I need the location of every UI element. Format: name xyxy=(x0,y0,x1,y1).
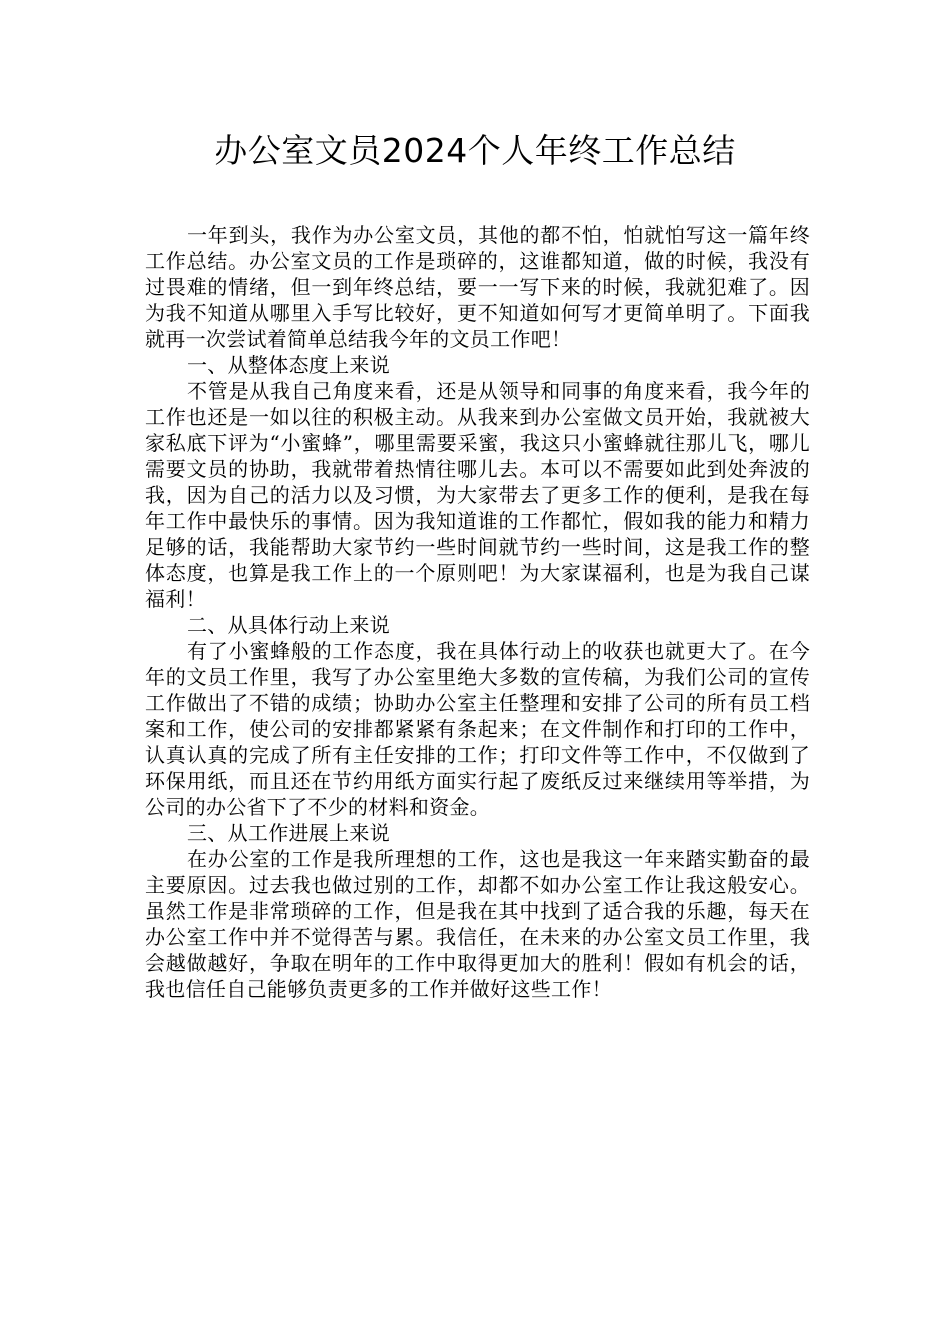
actions-paragraph: 有了小蜜蜂般的工作态度，我在具体行动上的收获也就更大了。在今年的文员工作里，我写了办公室里绝大多数的宣传稿，为我们公司的宣传工作做出了不错的成绩；协助办公室主任整理和安排了公司的所有员工档案和工作，使公司的安排都紧紧有条起来；在文件制作和打印的工作中，认真认真的完成了所有主任安排的工作；打印文件等工作中，不仅做到了环保用纸，而且还在节约用纸方面实行起了废纸反过来继续用等举措，为公司的办公省下了不少的材料和资金。 xyxy=(145,639,810,819)
section-heading-attitude: 一、从整体态度上来说 xyxy=(187,353,390,377)
progress-paragraph: 在办公室的工作是我所理想的工作，这也是我这一年来踏实勤奋的最主要原因。过去我也做过别的工作，却都不如办公室工作让我这般安心。虽然工作是非常琐碎的工作，但是我在其中找到了适合我的乐趣，每天在办公室工作中并不觉得苦与累。我信任，在未来的办公室文员工作里，我会越做越好，争取在明年的工作中取得更加大的胜利！假如有机会的话，我也信任自己能够负责更多的工作并做好这些工作！ xyxy=(145,847,810,1001)
document-title: 办公室文员2024个人年终工作总结 xyxy=(214,131,736,170)
document-body xyxy=(145,222,810,1002)
section-heading-progress: 三、从工作进展上来说 xyxy=(187,821,390,845)
section-heading-actions: 二、从具体行动上来说 xyxy=(187,613,390,637)
intro-paragraph: 一年到头，我作为办公室文员，其他的都不怕，怕就怕写这一篇年终工作总结。办公室文员的工作是琐碎的，这谁都知道，做的时候，我没有过畏难的情绪，但一到年终总结，要一一写下来的时候，我就犯难了。因为我不知道从哪里入手写比较好，更不知道如何写才更简单明了。下面我就再一次尝试着简单总结我今年的文员工作吧！ xyxy=(145,223,810,351)
attitude-paragraph: 不管是从我自己角度来看，还是从领导和同事的角度来看，我今年的工作也还是一如以往的积极主动。从我来到办公室做文员开始，我就被大家私底下评为“小蜜蜂”，哪里需要采蜜，我这只小蜜蜂就往那儿飞，哪儿需要文员的协助，我就带着热情往哪儿去。本可以不需要如此到处奔波的我，因为自己的活力以及习惯，为大家带去了更多工作的便利，是我在每年工作中最快乐的事情。因为我知道谁的工作都忙，假如我的能力和精力足够的话，我能帮助大家节约一些时间就节约一些时间，这是我工作的整体态度，也算是我工作上的一个原则吧！为大家谋福利，也是为我自己谋福利！ xyxy=(145,379,810,611)
